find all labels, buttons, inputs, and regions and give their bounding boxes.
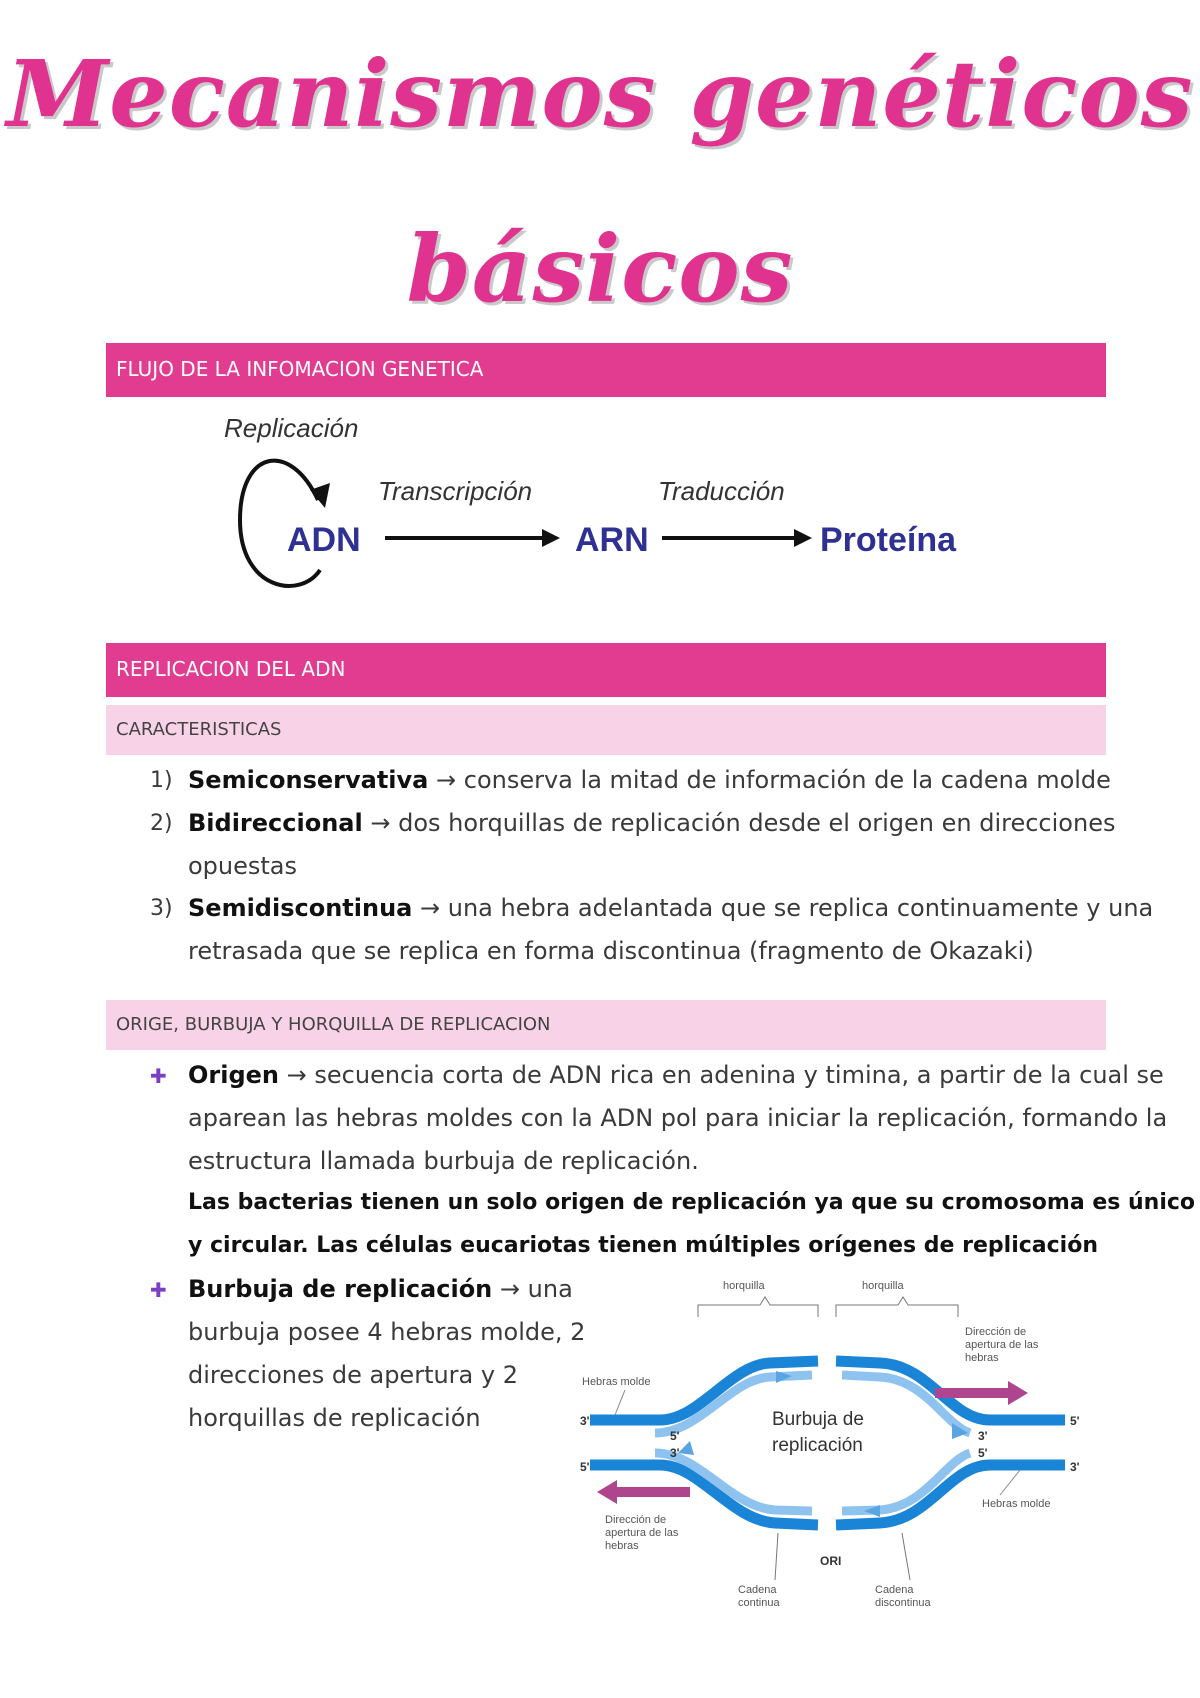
label-burbuja-1: Burbuja de bbox=[772, 1409, 864, 1430]
list-item-bidireccional: Bidireccional → dos horquillas de replicación desde el origen en direcciones bbox=[188, 809, 1116, 837]
direction-arrow-right-head bbox=[1008, 1381, 1028, 1405]
burbuja-line-4: horquillas de replicación bbox=[188, 1404, 481, 1432]
flow-node-proteina: Proteína bbox=[820, 521, 957, 559]
label-horquilla-left: horquilla bbox=[723, 1280, 765, 1292]
list-number-3: 3) bbox=[150, 896, 173, 921]
bullet-burbuja-icon: ✚ bbox=[150, 1278, 167, 1302]
label-ori: ORI bbox=[820, 1554, 842, 1568]
direction-arrow-left-head bbox=[597, 1480, 617, 1504]
section-header-replicacion: REPLICACION DEL ADN bbox=[106, 643, 1106, 697]
list-item-semidiscontinua-cont: retrasada que se replica en forma discontinua (fragmento de Okazaki) bbox=[188, 937, 1034, 965]
label-cadena-discontinua-1: Cadena bbox=[875, 1584, 914, 1596]
strand-bottom-right bbox=[836, 1465, 1065, 1525]
label-direccion-right-1: Dirección de bbox=[965, 1326, 1027, 1338]
origen-bold-line-2: y circular. Las células eucariotas tienen múltiples orígenes de replicación bbox=[188, 1233, 1098, 1258]
genetic-flow-diagram bbox=[200, 405, 1000, 620]
label-hebras-molde-left: Hebras molde bbox=[582, 1376, 651, 1388]
label-p5-left: 5' bbox=[580, 1460, 590, 1474]
bullet-origen-icon: ✚ bbox=[150, 1064, 167, 1088]
page-title-line1: Mecanismos genéticos bbox=[6, 40, 1194, 148]
flow-node-arn: ARN bbox=[575, 521, 649, 559]
label-burbuja-2: replicación bbox=[772, 1435, 863, 1456]
label-cadena-continua-1: Cadena bbox=[738, 1584, 777, 1596]
list-item-bidireccional-cont: opuestas bbox=[188, 852, 298, 880]
label-p3-left: 3' bbox=[580, 1414, 590, 1428]
label-p3-right: 3' bbox=[1070, 1460, 1080, 1474]
list-number-1: 1) bbox=[150, 768, 173, 793]
label-p3-in-right: 3' bbox=[978, 1429, 988, 1443]
origen-line-1: Origen → secuencia corta de ADN rica en adenina y timina, a partir de la cual se bbox=[188, 1061, 1164, 1089]
burbuja-line-1: Burbuja de replicación → una bbox=[188, 1275, 573, 1303]
label-p5-in-left: 5' bbox=[670, 1429, 680, 1443]
origen-bold-line-1: Las bacterias tienen un solo origen de replicación ya que su cromosoma es único bbox=[188, 1190, 1196, 1215]
label-horquilla-right: horquilla bbox=[862, 1280, 904, 1292]
label-hebras-molde-right: Hebras molde bbox=[982, 1498, 1051, 1510]
label-direccion-left-3: hebras bbox=[605, 1540, 639, 1552]
list-item-semidiscontinua: Semidiscontinua → una hebra adelantada que se replica continuamente y una bbox=[188, 894, 1154, 922]
origen-line-3: estructura llamada burbuja de replicación. bbox=[188, 1147, 699, 1175]
brace-right bbox=[836, 1297, 958, 1317]
burbuja-line-3: direcciones de apertura y 2 bbox=[188, 1361, 518, 1389]
flow-label-traduccion: Traducción bbox=[658, 476, 785, 506]
flow-node-adn: ADN bbox=[287, 521, 361, 559]
list-item-semiconservativa: Semiconservativa → conserva la mitad de información de la cadena molde bbox=[188, 766, 1111, 794]
section-header-flujo: FLUJO DE LA INFOMACION GENETICA bbox=[106, 343, 1106, 397]
flow-label-replicacion: Replicación bbox=[224, 413, 359, 443]
replication-bubble-diagram bbox=[580, 1275, 1100, 1630]
label-p5-right: 5' bbox=[1070, 1414, 1080, 1428]
direction-arrow-left-body bbox=[615, 1487, 690, 1497]
label-direccion-right-2: apertura de las bbox=[965, 1339, 1039, 1351]
direction-arrow-right-body bbox=[935, 1388, 1010, 1398]
subsection-header-orige: ORIGE, BURBUJA Y HORQUILLA DE REPLICACION bbox=[106, 1000, 1106, 1050]
label-direccion-right-3: hebras bbox=[965, 1352, 999, 1364]
list-number-2: 2) bbox=[150, 811, 173, 836]
origen-line-2: aparean las hebras moldes con la ADN pol para iniciar la replicación, formando la bbox=[188, 1104, 1168, 1132]
label-cadena-continua-2: continua bbox=[738, 1597, 780, 1609]
label-cadena-discontinua-2: discontinua bbox=[875, 1597, 931, 1609]
label-p3-in-left: 3' bbox=[670, 1446, 680, 1460]
subsection-header-caracteristicas: CARACTERISTICAS bbox=[106, 705, 1106, 755]
label-direccion-left-1: Dirección de bbox=[605, 1514, 667, 1526]
label-direccion-left-2: apertura de las bbox=[605, 1527, 679, 1539]
label-p5-in-right: 5' bbox=[978, 1446, 988, 1460]
burbuja-line-2: burbuja posee 4 hebras molde, 2 bbox=[188, 1318, 586, 1346]
brace-left bbox=[698, 1297, 818, 1317]
page-title-line2: básicos bbox=[406, 215, 794, 323]
flow-label-transcripcion: Transcripción bbox=[378, 476, 533, 506]
